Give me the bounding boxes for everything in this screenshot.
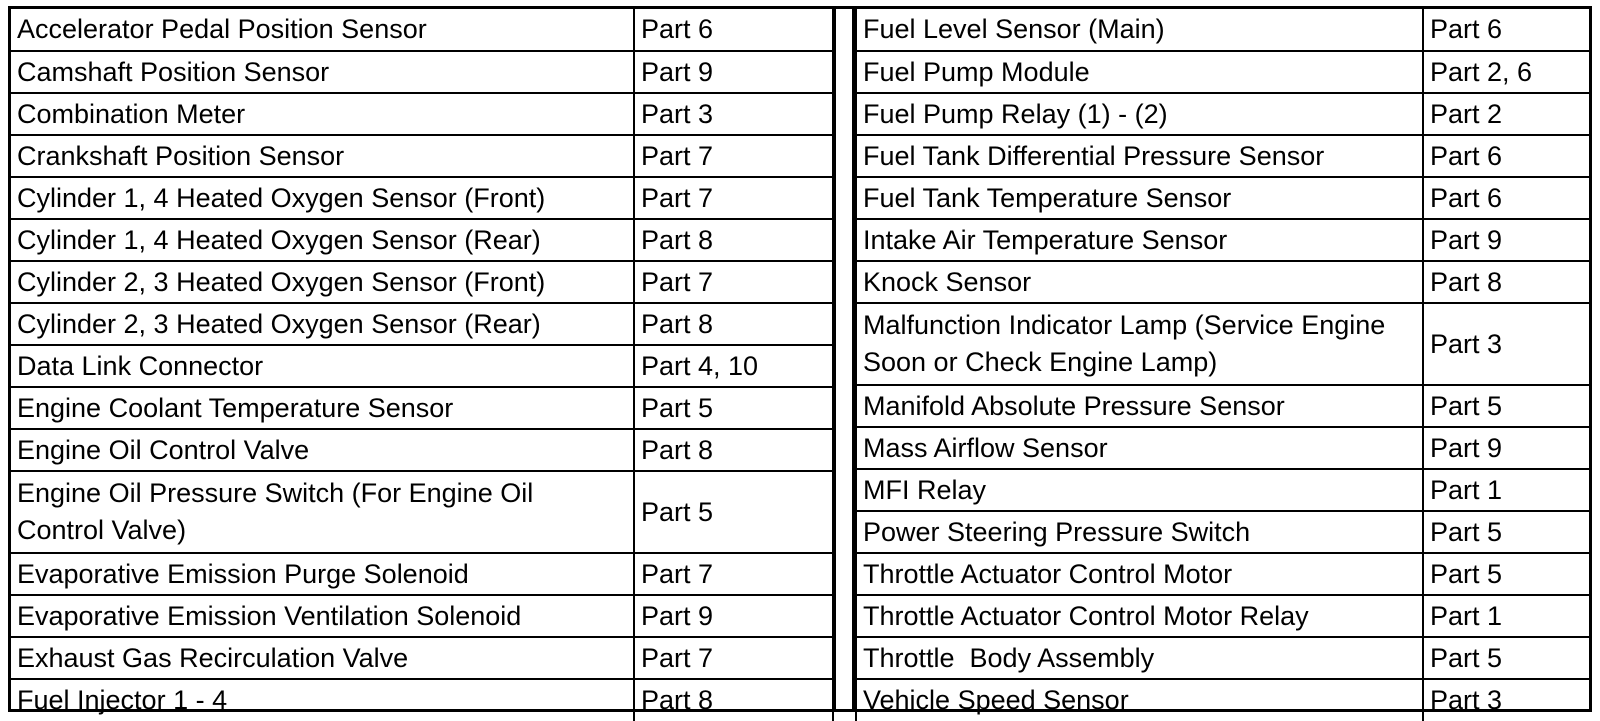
part-reference: Part 3 <box>634 93 833 135</box>
table-row <box>11 553 833 595</box>
table-row <box>11 429 833 471</box>
component-name: Engine Oil Control Valve <box>11 429 634 471</box>
component-name: Fuel Tank Temperature Sensor <box>856 177 1423 219</box>
component-name: Exhaust Gas Recirculation Valve <box>11 637 634 679</box>
table-row <box>11 177 833 219</box>
part-reference: Part 3 <box>1423 679 1590 721</box>
part-reference: Part 9 <box>1423 427 1590 469</box>
part-reference: Part 7 <box>634 637 833 679</box>
component-name: Engine Coolant Temperature Sensor <box>11 387 634 429</box>
table-row <box>11 345 833 387</box>
part-reference: Part 6 <box>634 9 833 51</box>
part-reference: Part 6 <box>1423 177 1590 219</box>
component-name: Fuel Pump Relay (1) - (2) <box>856 93 1423 135</box>
part-reference: Part 7 <box>634 553 833 595</box>
part-reference: Part 5 <box>1423 385 1590 427</box>
component-name: Mass Airflow Sensor <box>856 427 1423 469</box>
part-reference: Part 9 <box>634 595 833 637</box>
table-row <box>11 261 833 303</box>
column-divider <box>833 9 855 709</box>
table-row <box>11 387 833 429</box>
part-reference: Part 8 <box>634 679 833 721</box>
table-row <box>856 469 1590 511</box>
table-row <box>856 219 1590 261</box>
table-row <box>11 51 833 93</box>
component-name: Cylinder 2, 3 Heated Oxygen Sensor (Rear) <box>11 303 634 345</box>
part-reference: Part 2 <box>1423 93 1590 135</box>
part-reference: Part 6 <box>1423 135 1590 177</box>
part-reference: Part 1 <box>1423 469 1590 511</box>
table-row <box>856 511 1590 553</box>
table-row <box>11 135 833 177</box>
part-reference: Part 3 <box>1423 303 1590 385</box>
table-row <box>856 385 1590 427</box>
part-reference: Part 8 <box>1423 261 1590 303</box>
part-reference: Part 5 <box>1423 511 1590 553</box>
component-name: Combination Meter <box>11 93 634 135</box>
part-reference: Part 5 <box>1423 553 1590 595</box>
component-name: Fuel Pump Module <box>856 51 1423 93</box>
table-row <box>856 679 1590 721</box>
component-name: Cylinder 1, 4 Heated Oxygen Sensor (Rear) <box>11 219 634 261</box>
table-row <box>11 9 833 51</box>
table-row <box>11 637 833 679</box>
table-row <box>11 595 833 637</box>
component-index-table <box>8 6 1592 715</box>
component-name: Knock Sensor <box>856 261 1423 303</box>
part-reference: Part 9 <box>634 51 833 93</box>
part-reference: Part 7 <box>634 135 833 177</box>
component-name: Cylinder 2, 3 Heated Oxygen Sensor (Front) <box>11 261 634 303</box>
table-row <box>856 637 1590 679</box>
component-name: Manifold Absolute Pressure Sensor <box>856 385 1423 427</box>
component-name: Evaporative Emission Ventilation Solenoid <box>11 595 634 637</box>
part-reference: Part 1 <box>1423 595 1590 637</box>
table-row <box>856 427 1590 469</box>
table-row <box>11 303 833 345</box>
component-name: Fuel Injector 1 - 4 <box>11 679 634 721</box>
component-name: Throttle Actuator Control Motor <box>856 553 1423 595</box>
part-reference: Part 7 <box>634 261 833 303</box>
component-name: Power Steering Pressure Switch <box>856 511 1423 553</box>
component-name: Camshaft Position Sensor <box>11 51 634 93</box>
part-reference: Part 8 <box>634 219 833 261</box>
part-reference: Part 5 <box>1423 637 1590 679</box>
component-name: Data Link Connector <box>11 345 634 387</box>
component-name: Crankshaft Position Sensor <box>11 135 634 177</box>
component-name: Throttle Body Assembly <box>856 637 1423 679</box>
component-name: Throttle Actuator Control Motor Relay <box>856 595 1423 637</box>
table-row <box>856 51 1590 93</box>
table-row <box>11 219 833 261</box>
table-row <box>856 303 1590 385</box>
table-row <box>11 471 833 553</box>
table-row <box>856 261 1590 303</box>
part-reference: Part 4, 10 <box>634 345 833 387</box>
part-reference: Part 2, 6 <box>1423 51 1590 93</box>
component-name: Intake Air Temperature Sensor <box>856 219 1423 261</box>
part-reference: Part 6 <box>1423 9 1590 51</box>
part-reference: Part 7 <box>634 177 833 219</box>
component-name: MFI Relay <box>856 469 1423 511</box>
right-component-table <box>855 9 1590 721</box>
component-name: Engine Oil Pressure Switch (For Engine Oil Control Valve) <box>11 471 634 553</box>
table-row <box>856 553 1590 595</box>
part-reference: Part 8 <box>634 429 833 471</box>
component-name: Fuel Level Sensor (Main) <box>856 9 1423 51</box>
component-name: Accelerator Pedal Position Sensor <box>11 9 634 51</box>
table-row <box>856 595 1590 637</box>
component-name: Fuel Tank Differential Pressure Sensor <box>856 135 1423 177</box>
table-row <box>11 93 833 135</box>
table-row <box>856 177 1590 219</box>
part-reference: Part 9 <box>1423 219 1590 261</box>
component-name: Evaporative Emission Purge Solenoid <box>11 553 634 595</box>
part-reference: Part 5 <box>634 387 833 429</box>
table-row <box>856 9 1590 51</box>
part-reference: Part 5 <box>634 471 833 553</box>
table-row <box>856 135 1590 177</box>
part-reference: Part 8 <box>634 303 833 345</box>
table-row <box>11 679 833 721</box>
component-name: Malfunction Indicator Lamp (Service Engine Soon or Check Engine Lamp) <box>856 303 1423 385</box>
left-component-table <box>11 9 834 721</box>
component-name: Vehicle Speed Sensor <box>856 679 1423 721</box>
table-row <box>856 93 1590 135</box>
component-name: Cylinder 1, 4 Heated Oxygen Sensor (Front) <box>11 177 634 219</box>
